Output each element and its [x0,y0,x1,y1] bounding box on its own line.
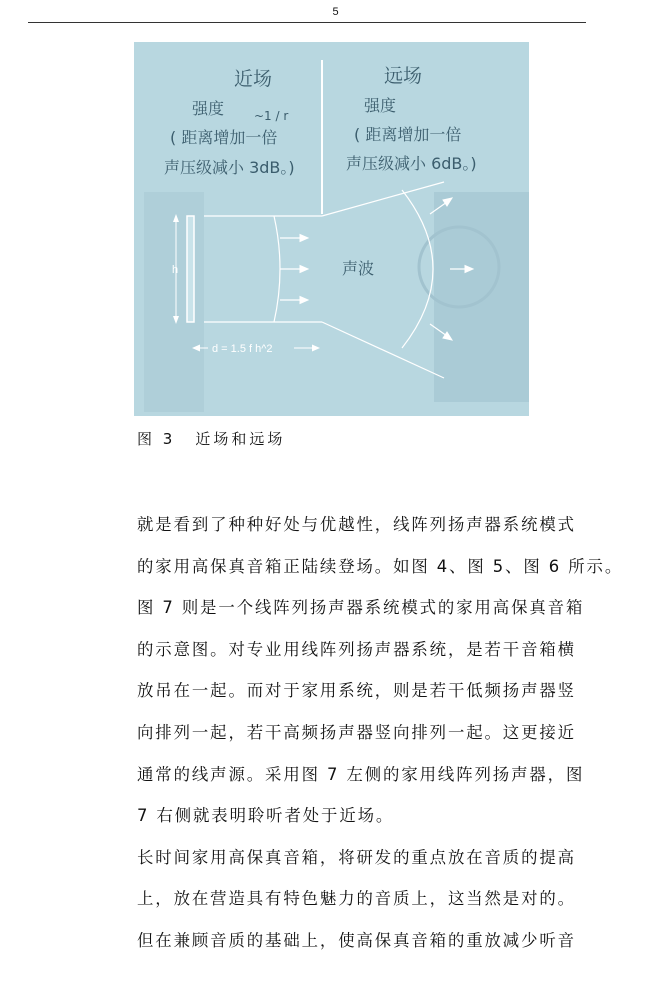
sound-wave-label: 声波 [342,259,375,278]
diagram-svg [134,42,529,416]
text-line: 就是看到了种种好处与优越性，线阵列扬声器系统模式 [137,515,576,534]
distance-label: d = 1.5 f h^2 [212,343,273,355]
far-field-wavefront [402,190,433,348]
text-line: 上，放在营造具有特色魅力的音质上，这当然是对的。 [137,889,576,909]
far-field-intensity: 强度 [364,96,397,115]
body-paragraph [137,504,624,962]
text-line: 但在兼顾音质的基础上，使高保真音箱的重放减少听音 [137,930,576,950]
near-field-arrows [280,235,308,304]
text-line: 7 右侧就表明聆听者处于近场。 [137,806,395,826]
caption-title: 近场和远场 [195,430,286,448]
header-rule [28,22,586,23]
near-field-note-1: ( 距离增加一倍 [170,128,278,147]
height-label: h [172,264,179,276]
far-field-note-1: ( 距离增加一倍 [354,125,462,144]
text-line: 通常的线声源。采用图 7 左侧的家用线阵列扬声器，图 [137,764,585,784]
source-array [187,216,194,322]
text-line: 向排列一起，若干高频扬声器竖向排列一起。这更接近 [137,722,576,742]
figure-caption [137,428,285,449]
near-field-intensity: 强度 [192,99,225,118]
far-field-upper-boundary [322,182,444,216]
near-field-note-2: 声压级减小 3dB。) [164,158,295,177]
distance-arrow-right [312,345,320,352]
far-field-title: 远场 [384,65,423,87]
background-speaker-shape [434,192,529,402]
text-line: 的示意图。对专业用线阵列扬声器系统，是若干音箱横 [137,639,576,659]
background-speaker-shape-left [144,192,204,412]
text-line: 放吊在一起。而对于家用系统，则是若干低频扬声器竖 [137,681,576,701]
near-field-title: 近场 [234,68,273,90]
page-number: 5 [332,6,339,18]
far-field-lower-boundary [322,322,444,378]
near-field-wavefront [274,216,280,322]
far-field-note-2: 声压级减小 6dB。) [346,154,477,173]
text-line: 图 7 则是一个线阵列扬声器系统模式的家用高保真音箱 [137,598,585,618]
text-line: 的家用高保真音箱正陆续登场。如图 4、图 5、图 6 所示。 [137,556,624,576]
near-field-ratio: ~1 / r [254,109,289,123]
text-line: 长时间家用高保真音箱，将研发的重点放在音质的提高 [137,847,576,867]
figure-near-far-field [134,42,529,416]
caption-number: 图 3 [137,430,176,448]
